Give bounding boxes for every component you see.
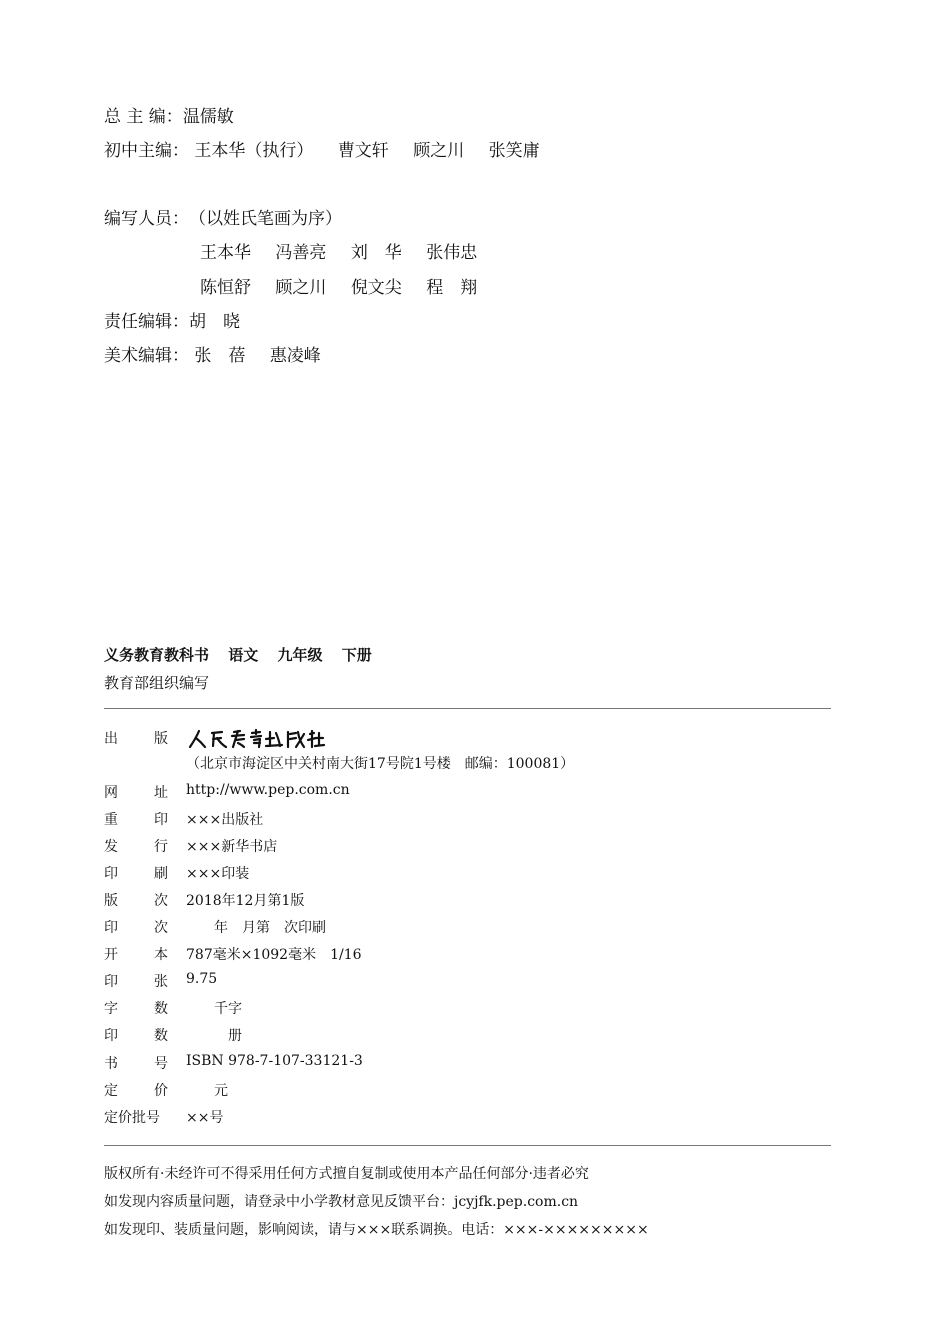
row-key-1: 重: [104, 812, 118, 828]
row-key-2: 数: [154, 1001, 168, 1017]
price-approval-label: 定价批号: [104, 1110, 160, 1126]
book-title-volume: 下册: [341, 646, 372, 664]
row-key-1: 版: [104, 893, 118, 909]
row-value: ×××印装: [186, 866, 250, 882]
row-value-website: http://www.pep.com.cn: [186, 782, 350, 798]
row-key-1: 发: [104, 839, 118, 855]
top-divider: [104, 708, 831, 709]
art-editor-label: 美术编辑：: [104, 346, 189, 366]
writer-name: 冯善亮: [275, 243, 327, 263]
chief-editor-label: 总 主 编：: [104, 107, 183, 127]
art-editor-name: 张 蓓: [194, 346, 246, 366]
writers-row-1: [200, 238, 496, 263]
writer-name: 顾之川: [275, 278, 327, 298]
art-editor-line: [104, 341, 340, 366]
responsible-editor-label: 责任编辑：: [104, 312, 189, 332]
row-key-2: 价: [154, 1083, 168, 1099]
row-value: 千字: [186, 1001, 242, 1017]
content-feedback-notice: 如发现内容质量问题，请登录中小学教材意见反馈平台：jcyjfk.pep.com.cn: [104, 1194, 579, 1210]
writer-name: 王本华: [200, 243, 251, 263]
writer-name: 程 翔: [426, 278, 478, 298]
responsible-editor-line: [104, 307, 240, 332]
row-key-1: 开: [104, 947, 118, 963]
book-title-subject: 语文: [228, 646, 259, 664]
junior-editor-name: 张笑庸: [488, 141, 540, 161]
row-value: 元: [186, 1083, 228, 1099]
row-key-1: 印: [104, 974, 118, 990]
copyright-notice: 版权所有·未经许可不得采用任何方式擅自复制或使用本产品任何部分·违者必究: [104, 1166, 589, 1182]
publisher-key-1: 出: [104, 731, 118, 747]
row-key-1: 印: [104, 1028, 118, 1044]
responsible-editor-name: 胡 晓: [189, 312, 240, 332]
row-key-2: 刷: [154, 866, 168, 882]
publisher-logo-calligraphy: [186, 728, 326, 750]
writer-name: 刘 华: [350, 243, 402, 263]
book-title-grade: 九年级: [277, 646, 323, 664]
row-value: 9.75: [186, 971, 218, 987]
junior-editor-name: 顾之川: [413, 141, 465, 161]
junior-editor-label: 初中主编：: [104, 141, 189, 161]
row-key-1: 书: [104, 1056, 118, 1072]
row-key-2: 次: [154, 893, 168, 909]
row-value: 787毫米×1092毫米 1/16: [186, 947, 362, 963]
book-subtitle: 教育部组织编写: [104, 674, 210, 692]
row-value-isbn: ISBN 978-7-107-33121-3: [186, 1053, 363, 1069]
book-title: [104, 644, 386, 665]
price-approval-value: ××号: [186, 1110, 224, 1126]
row-key-2: 址: [154, 785, 168, 801]
row-key-2: 本: [154, 947, 168, 963]
chief-editor-line: [104, 102, 234, 127]
row-value: 年 月第 次印刷: [186, 920, 326, 936]
publisher-address: （北京市海淀区中关村南大街17号院1号楼 邮编：100081）: [186, 756, 575, 772]
row-key-1: 定: [104, 1083, 118, 1099]
row-value: 2018年12月第1版: [186, 893, 305, 909]
print-quality-notice: 如发现印、装质量问题，影响阅读，请与×××联系调换。电话：×××-×××××××××: [104, 1222, 649, 1238]
row-key-2: 印: [154, 812, 168, 828]
row-value: ×××出版社: [186, 812, 264, 828]
junior-editor-line: [104, 136, 559, 161]
publisher-key-2: 版: [154, 731, 168, 747]
publisher-logo: [186, 728, 326, 750]
book-title-series: 义务教育教科书: [104, 646, 210, 664]
row-key-1: 字: [104, 1001, 118, 1017]
junior-editor-name: 曹文轩: [337, 141, 389, 161]
row-key-1: 印: [104, 866, 118, 882]
writers-label: 编写人员：: [104, 209, 189, 229]
row-value: ×××新华书店: [186, 839, 278, 855]
chief-editor-name: 温儒敏: [182, 107, 234, 127]
writers-row-2: [200, 273, 496, 298]
junior-editor-name: 王本华（执行）: [194, 141, 314, 161]
writer-name: 倪文尖: [350, 278, 402, 298]
art-editor-name: 惠凌峰: [269, 346, 321, 366]
writers-line: [104, 204, 342, 229]
writer-name: 陈恒舒: [200, 278, 251, 298]
row-key-1: 网: [104, 785, 118, 801]
row-key-2: 数: [154, 1028, 168, 1044]
row-key-2: 行: [154, 839, 168, 855]
row-value: 册: [186, 1028, 242, 1044]
row-key-2: 次: [154, 920, 168, 936]
row-key-1: 印: [104, 920, 118, 936]
bottom-divider: [104, 1145, 831, 1146]
writers-note: （以姓氏笔画为序）: [189, 209, 342, 229]
row-key-2: 号: [154, 1056, 168, 1072]
row-key-2: 张: [154, 974, 168, 990]
writer-name: 张伟忠: [426, 243, 478, 263]
